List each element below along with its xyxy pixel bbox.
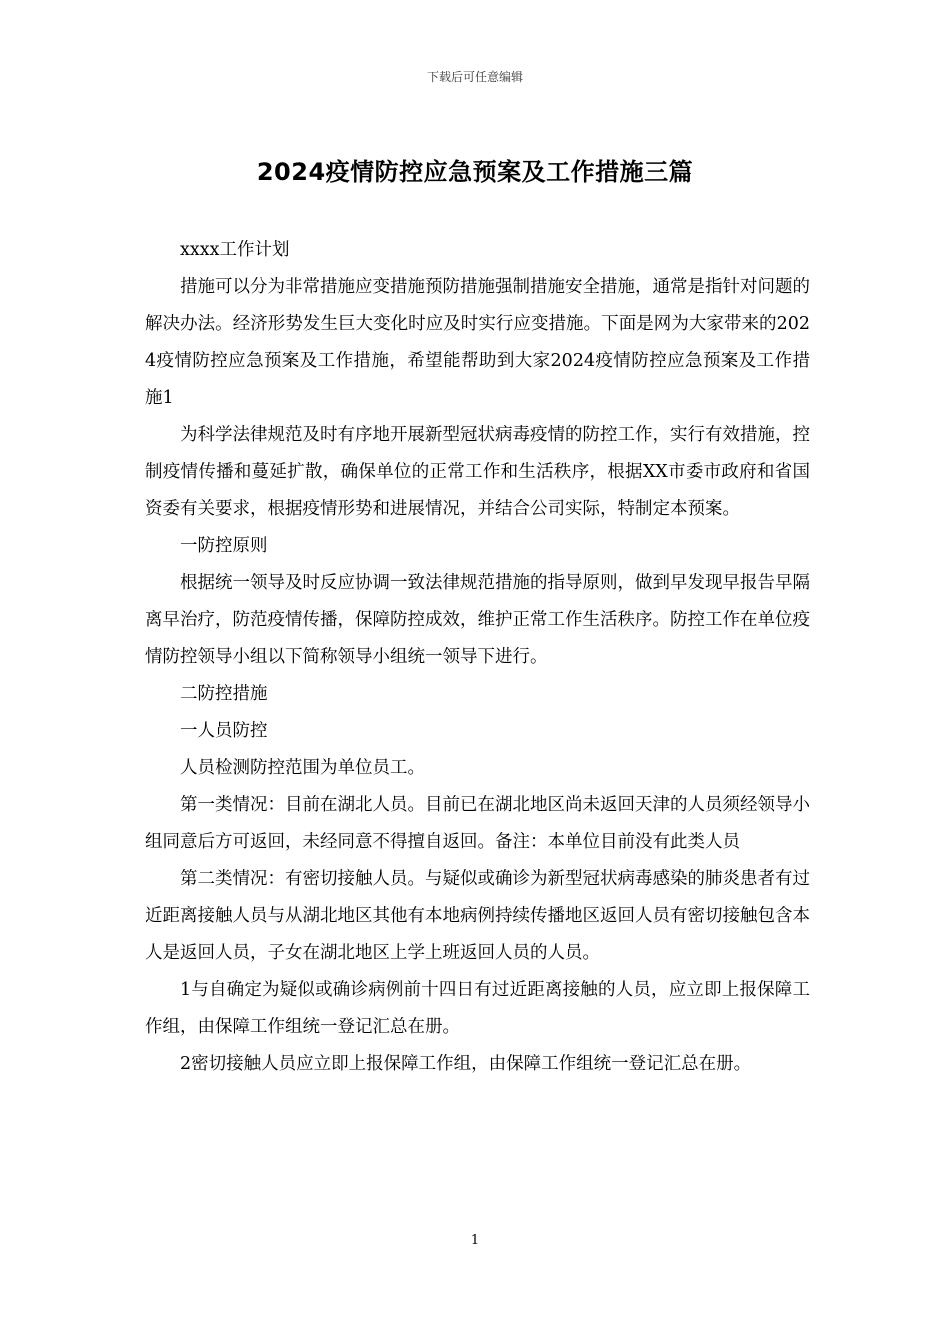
section-heading: 二防控措施 [180, 684, 268, 704]
subsection-heading: 一人员防控 [180, 721, 268, 741]
paragraph: 为科学法律规范及时有序地开展新型冠状病毒疫情的防控工作，实行有效措施，控制疫情传播和蔓延扩散，确保单位的正常工作和生活秩序，根据XX市委市政府和省国资委有关要求，根据疫情形势和进展情况，并结合公司实际，特制定本预案。 [145, 425, 810, 519]
paragraph: 人员检测防控范围为单位员工。 [180, 758, 425, 778]
paragraph: 第二类情况：有密切接触人员。与疑似或确诊为新型冠状病毒感染的肺炎患者有过近距离接触人员与从湖北地区其他有本地病例持续传播地区返回人员有密切接触包含本人是返回人员，子女在湖北地区上学上班返回人员的人员。 [145, 869, 810, 963]
paragraph: xxxx工作计划 [180, 240, 290, 260]
document-body [145, 232, 810, 1083]
header-note: 下载后可任意编辑 [426, 70, 523, 84]
paragraph: 措施可以分为非常措施应变措施预防措施强制措施安全措施，通常是指针对问题的解决办法。经济形势发生巨大变化时应及时实行应变措施。下面是网为大家带来的2024疫情防控应急预案及工作措施，希望能帮助到大家2024疫情防控应急预案及工作措施1 [145, 277, 810, 408]
document-title: 2024疫情防控应急预案及工作措施三篇 [256, 158, 694, 186]
paragraph: 1与自确定为疑似或确诊病例前十四日有过近距离接触的人员，应立即上报保障工作组，由保障工作组统一登记汇总在册。 [145, 980, 810, 1037]
page-number: 1 [470, 1233, 480, 1248]
section-heading: 一防控原则 [180, 536, 268, 556]
paragraph: 2密切接触人员应立即上报保障工作组，由保障工作组统一登记汇总在册。 [180, 1054, 752, 1074]
paragraph: 第一类情况：目前在湖北人员。目前已在湖北地区尚未返回天津的人员须经领导小组同意后方可返回，未经同意不得擅自返回。备注：本单位目前没有此类人员 [145, 795, 810, 852]
paragraph: 根据统一领导及时反应协调一致法律规范措施的指导原则，做到早发现早报告早隔离早治疗，防范疫情传播，保障防控成效，维护正常工作生活秩序。防控工作在单位疫情防控领导小组以下简称领导小组统一领导下进行。 [145, 573, 810, 667]
